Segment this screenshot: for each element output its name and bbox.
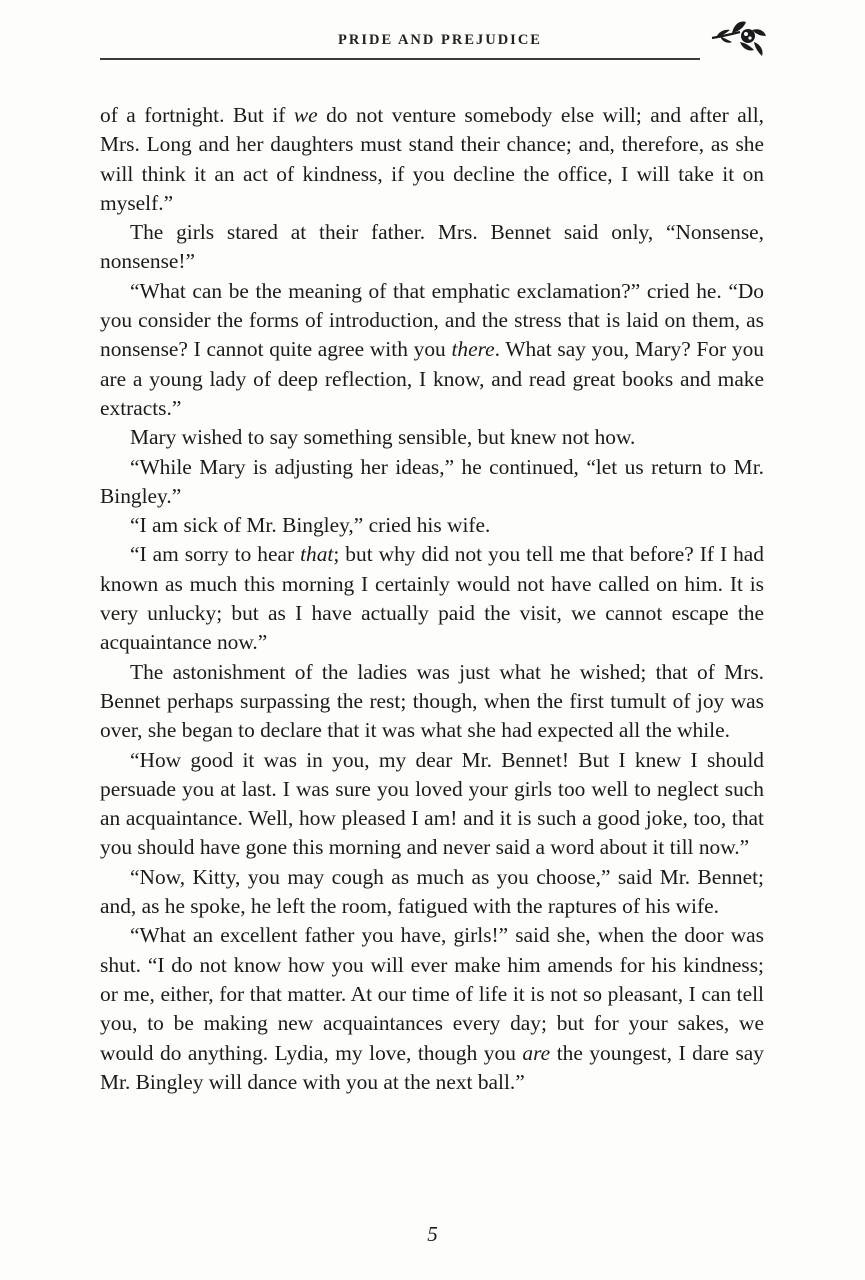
page-number: 5 — [427, 1222, 438, 1246]
text-segment: “I am sick of Mr. Bingley,” cried his wife. — [130, 513, 491, 538]
paragraph — [100, 453, 764, 512]
text-segment: “How good it was in you, my dear Mr. Bennet! But I knew I should persuade you at last. I was sure you loved your girls too well to neglect such an acquaintance. Well, how pleased I am! and it is such a good joke, too, that you should have gone this morning and never said a word about it till now.” — [100, 747, 764, 860]
paragraph — [100, 921, 764, 1097]
italic-emphasis: are — [522, 1040, 551, 1065]
text-segment: The astonishment of the ladies was just what he wished; that of Mrs. Bennet perhaps surpassing the rest; though, when the first tumult of joy was over, she began to declare that it was what she had expected all the while. — [100, 659, 764, 743]
text-segment: do not venture somebody else will; and after all, Mrs. Long and her daughters must stand their chance; and, therefore, as she will think it an act of kindness, if you decline the office, I will take it on myself.” — [100, 103, 764, 215]
header-rule — [100, 58, 700, 60]
text-segment: ; but why did not you tell me that before? If I had known as much this morning I certainly would not have called on him. It is very unlucky; but as I have actually paid the visit, we cannot escape the acquaintance now.” — [100, 542, 764, 655]
italic-emphasis: we — [293, 103, 318, 127]
text-segment: The girls stared at their father. Mrs. Bennet said only, “Nonsense, nonsense!” — [100, 220, 764, 274]
paragraph — [100, 277, 764, 423]
paragraph — [100, 101, 764, 218]
running-title: PRIDE AND PREJUDICE — [338, 32, 542, 48]
text-segment: “I am sorry to hear — [130, 542, 301, 567]
text-segment: “Now, Kitty, you may cough as much as you choose,” said Mr. Bennet; and, as he spoke, he left the room, fatigued with the raptures of his wife. — [100, 864, 764, 919]
paragraph — [100, 658, 764, 746]
body-text — [100, 101, 764, 1097]
text-segment: “While Mary is adjusting her ideas,” he continued, “let us return to Mr. Bingley.” — [100, 454, 764, 508]
running-head — [100, 30, 700, 60]
paragraph — [100, 863, 764, 922]
paragraph — [100, 423, 764, 452]
italic-emphasis: there — [451, 337, 495, 362]
paragraph — [100, 511, 764, 540]
text-segment: Mary wished to say something sensible, but knew not how. — [130, 425, 636, 450]
paragraph — [100, 746, 764, 863]
text-segment: the youngest, I dare say Mr. Bingley will dance with you at the next ball.” — [100, 1040, 764, 1094]
text-segment: . What say you, Mary? For you are a young lady of deep reflection, I know, and read great books and make extracts.” — [100, 337, 764, 420]
floral-ornament-icon — [710, 14, 770, 58]
italic-emphasis: that — [300, 542, 334, 567]
text-segment: “What can be the meaning of that emphatic exclamation?” cried he. “Do you consider the forms of introduction, and the stress that is laid on them, as nonsense? I cannot quite agree with you — [100, 278, 764, 362]
text-segment: “What an excellent father you have, girls!” said she, when the door was shut. “I do not know how you will ever make him amends for his kindness; or me, either, for that matter. At our time of life it is not so pleasant, I can tell you, to be making new acquaintances every day; but for your sakes, we would do anything. Lydia, my love, though you — [100, 923, 764, 1065]
paragraph — [100, 540, 764, 657]
text-segment: of a fortnight. But if — [100, 103, 294, 127]
paragraph — [100, 218, 764, 277]
